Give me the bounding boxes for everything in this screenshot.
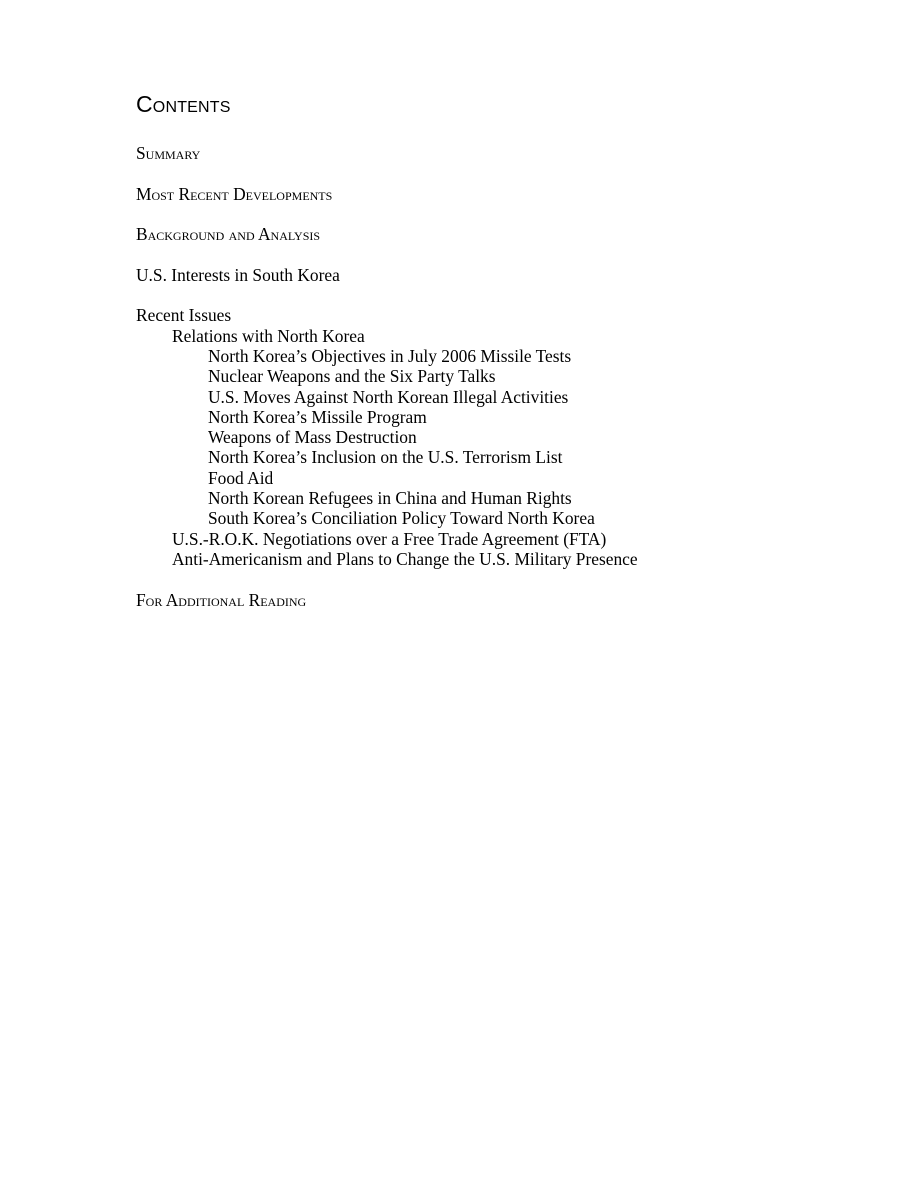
- toc-entry-terrorism-list[interactable]: North Korea’s Inclusion on the U.S. Terrorism List: [208, 447, 563, 468]
- toc-entry-us-interests[interactable]: U.S. Interests in South Korea: [136, 264, 340, 285]
- toc-entry-conciliation-policy[interactable]: South Korea’s Conciliation Policy Toward North Korea: [208, 508, 595, 529]
- toc-entry-refugees-human-rights[interactable]: North Korean Refugees in China and Human Rights: [208, 488, 572, 509]
- contents-heading: Contents: [136, 91, 231, 117]
- toc-entry-missile-tests-objectives[interactable]: North Korea’s Objectives in July 2006 Missile Tests: [208, 345, 572, 366]
- toc-entry-most-recent-developments[interactable]: Most Recent Developments: [136, 183, 333, 204]
- toc-entry-summary[interactable]: Summary: [136, 143, 201, 163]
- toc-entry-recent-issues[interactable]: Recent Issues: [136, 305, 232, 326]
- toc-entry-anti-americanism[interactable]: Anti-Americanism and Plans to Change the U.S. Military Presence: [172, 548, 638, 569]
- toc-entry-missile-program[interactable]: North Korea’s Missile Program: [208, 406, 427, 427]
- toc-entry-relations-with-north-korea[interactable]: Relations with North Korea: [172, 325, 365, 346]
- toc-entry-additional-reading[interactable]: For Additional Reading: [136, 589, 307, 610]
- toc-entry-background-and-analysis[interactable]: Background and Analysis: [136, 224, 321, 245]
- toc-entry-nuclear-weapons-six-party-talks[interactable]: Nuclear Weapons and the Six Party Talks: [208, 366, 496, 387]
- toc-entry-weapons-of-mass-destruction[interactable]: Weapons of Mass Destruction: [208, 427, 417, 448]
- table-of-contents: [136, 143, 836, 610]
- toc-entry-fta-negotiations[interactable]: U.S.-R.O.K. Negotiations over a Free Trade Agreement (FTA): [172, 528, 607, 549]
- toc-entry-illegal-activities[interactable]: U.S. Moves Against North Korean Illegal Activities: [208, 386, 569, 407]
- toc-entry-food-aid[interactable]: Food Aid: [208, 467, 274, 488]
